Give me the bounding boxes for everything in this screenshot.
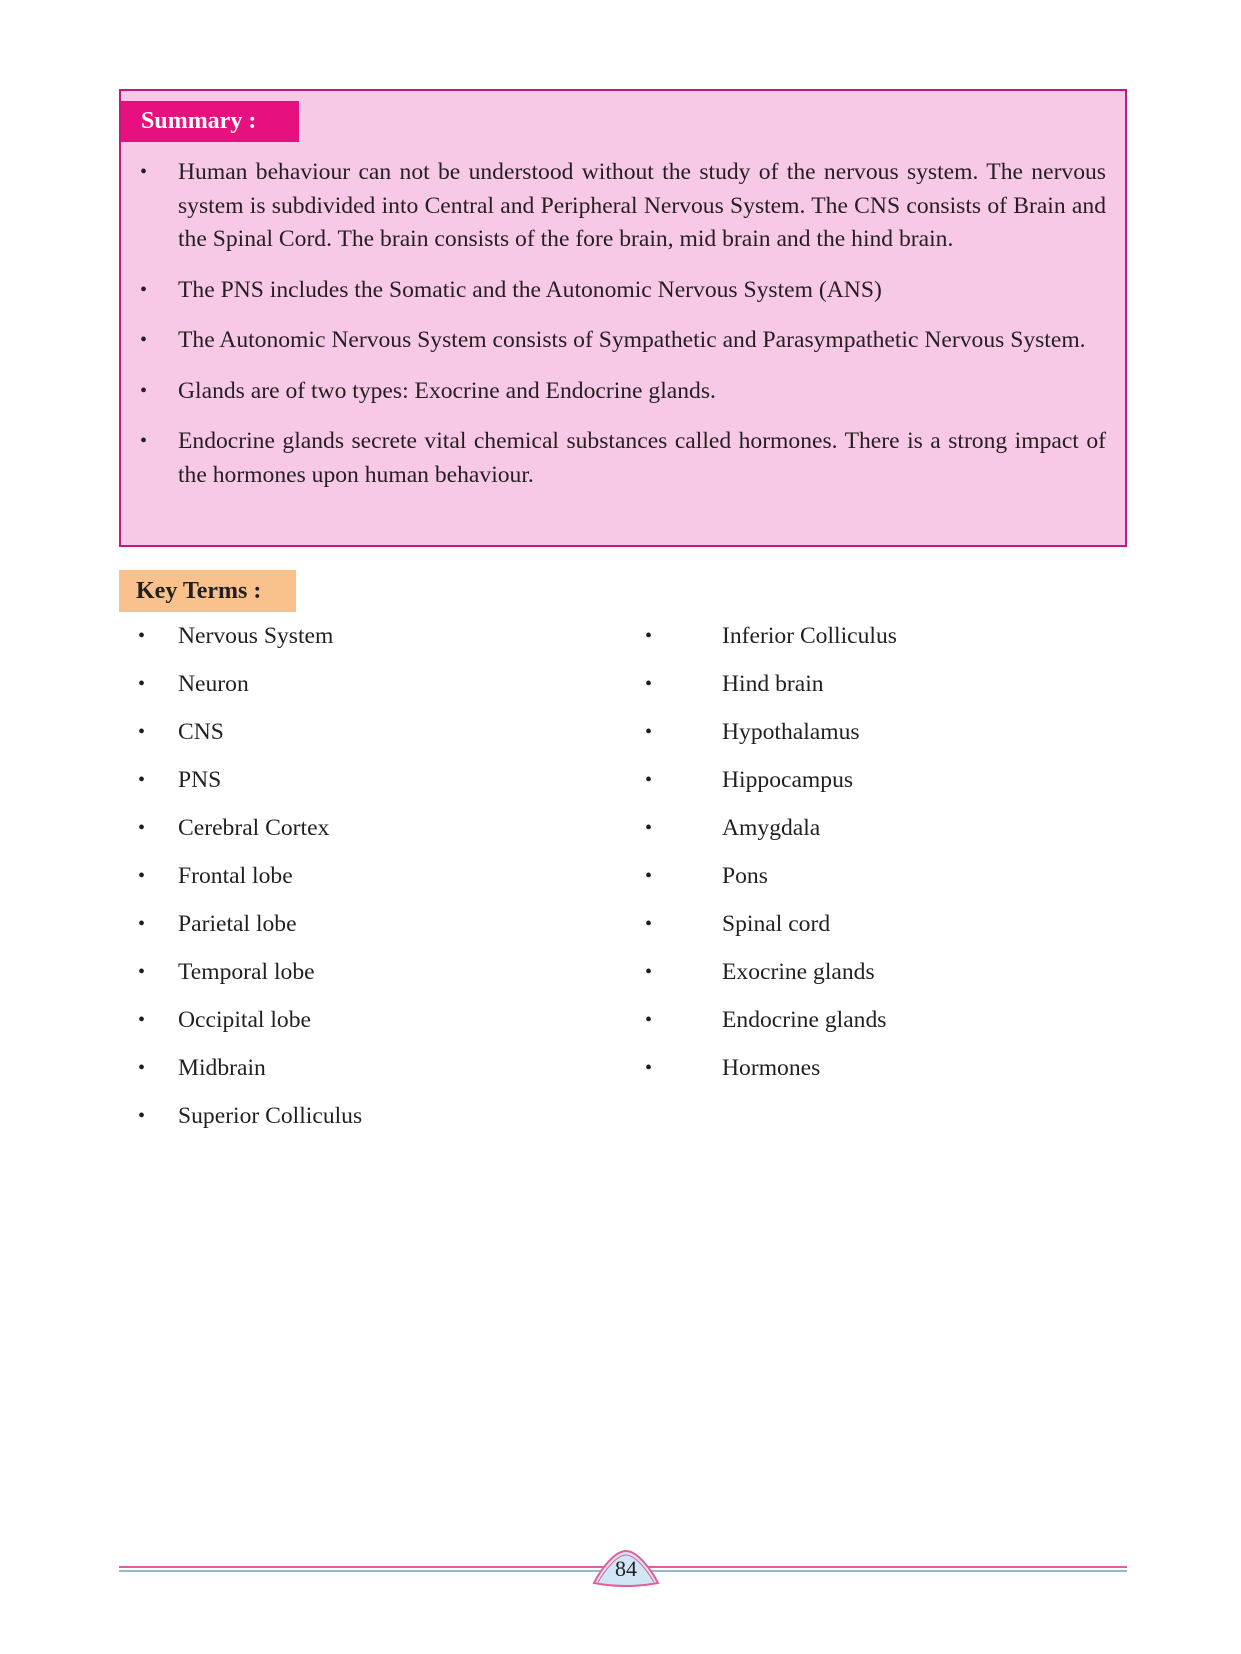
bullet-icon: •: [138, 721, 146, 743]
key-term-item: [645, 810, 897, 858]
bullet-icon: •: [138, 961, 146, 983]
key-term-text: Superior Colliculus: [178, 1103, 363, 1129]
key-term-text: Nervous System: [178, 623, 334, 649]
key-term-item: [645, 762, 897, 810]
bullet-icon: •: [645, 1009, 653, 1031]
key-term-item: [645, 906, 897, 954]
bullet-icon: •: [645, 625, 653, 647]
key-term-text: Frontal lobe: [178, 863, 293, 889]
summary-item-text: The PNS includes the Somatic and the Autonomic Nervous System (ANS): [178, 276, 882, 303]
bullet-icon: •: [140, 430, 148, 452]
bullet-icon: •: [138, 673, 146, 695]
summary-heading: Summary :: [121, 101, 299, 142]
key-term-text: CNS: [178, 719, 224, 745]
bullet-icon: •: [138, 1009, 146, 1031]
key-term-item: [138, 906, 362, 954]
key-term-text: Hypothalamus: [722, 719, 860, 745]
summary-item-text: Glands are of two types: Exocrine and Endocrine glands.: [178, 377, 716, 404]
summary-item: [121, 324, 1125, 358]
key-term-text: Temporal lobe: [178, 959, 315, 985]
key-term-text: Pons: [722, 863, 768, 889]
key-term-item: [138, 1050, 362, 1098]
key-term-text: Spinal cord: [722, 911, 831, 937]
bullet-icon: •: [138, 1105, 146, 1127]
key-term-item: [138, 762, 362, 810]
page-number: 84: [615, 1556, 637, 1581]
bullet-icon: •: [645, 913, 653, 935]
key-term-item: [138, 666, 362, 714]
bullet-icon: •: [138, 769, 146, 791]
bullet-icon: •: [138, 913, 146, 935]
key-term-text: Exocrine glands: [722, 959, 875, 985]
bullet-icon: •: [645, 721, 653, 743]
bullet-icon: •: [138, 865, 146, 887]
bullet-icon: •: [645, 673, 653, 695]
bullet-icon: •: [140, 379, 148, 402]
key-term-text: Endocrine glands: [722, 1007, 887, 1033]
key-term-item: [645, 714, 897, 762]
key-term-item: [645, 1002, 897, 1050]
bullet-icon: •: [645, 817, 653, 839]
key-term-item: [138, 954, 362, 1002]
key-term-item: [138, 618, 362, 666]
bullet-icon: •: [645, 769, 653, 791]
key-term-item: [138, 1002, 362, 1050]
key-term-item: [138, 714, 362, 762]
summary-item: [121, 375, 1125, 409]
key-term-text: Parietal lobe: [178, 911, 297, 937]
key-terms-right-column: [645, 618, 897, 1098]
key-terms-heading: Key Terms :: [119, 570, 296, 612]
key-term-item: [645, 858, 897, 906]
summary-list: [121, 156, 1125, 509]
summary-item: [121, 425, 1125, 492]
key-term-text: Cerebral Cortex: [178, 815, 330, 841]
key-term-text: Hormones: [722, 1055, 821, 1081]
bullet-icon: •: [138, 625, 146, 647]
key-term-item: [138, 1098, 362, 1146]
key-term-item: [645, 1050, 897, 1098]
key-term-item: [645, 954, 897, 1002]
key-term-text: Hippocampus: [722, 767, 854, 793]
bullet-icon: •: [645, 961, 653, 983]
key-term-text: Hind brain: [722, 671, 824, 697]
summary-item-text: Human behaviour can not be understood without the study of the nervous system. The nervous system is subdivided into Central and Peripheral Nervous System. The CNS consists of Brain and the Spinal Cord. The brain consists of the fore brain, mid brain and the hind brain.: [178, 159, 1106, 252]
key-term-text: Neuron: [178, 671, 249, 697]
key-term-item: [138, 810, 362, 858]
key-term-text: Amygdala: [722, 815, 821, 841]
page-number-badge: [590, 1547, 662, 1589]
summary-item-text: Endocrine glands secrete vital chemical substances called hormones. There is a strong impact of the hormones upon human behaviour.: [178, 428, 1106, 488]
bullet-icon: •: [138, 817, 146, 839]
key-term-text: Occipital lobe: [178, 1007, 311, 1033]
bullet-icon: •: [140, 278, 148, 301]
summary-item-text: The Autonomic Nervous System consists of Sympathetic and Parasympathetic Nervous System.: [178, 327, 1086, 353]
summary-item: [121, 156, 1125, 257]
summary-box: [119, 89, 1127, 547]
summary-item: [121, 274, 1125, 308]
key-term-text: Midbrain: [178, 1055, 266, 1081]
key-term-text: PNS: [178, 767, 222, 793]
bullet-icon: •: [140, 161, 148, 183]
key-term-item: [645, 666, 897, 714]
key-term-item: [138, 858, 362, 906]
bullet-icon: •: [138, 1057, 146, 1079]
bullet-icon: •: [645, 1057, 653, 1079]
bullet-icon: •: [645, 865, 653, 887]
key-term-item: [645, 618, 897, 666]
bullet-icon: •: [140, 329, 148, 351]
key-term-text: Inferior Colliculus: [722, 623, 897, 649]
key-terms-left-column: [138, 618, 362, 1146]
